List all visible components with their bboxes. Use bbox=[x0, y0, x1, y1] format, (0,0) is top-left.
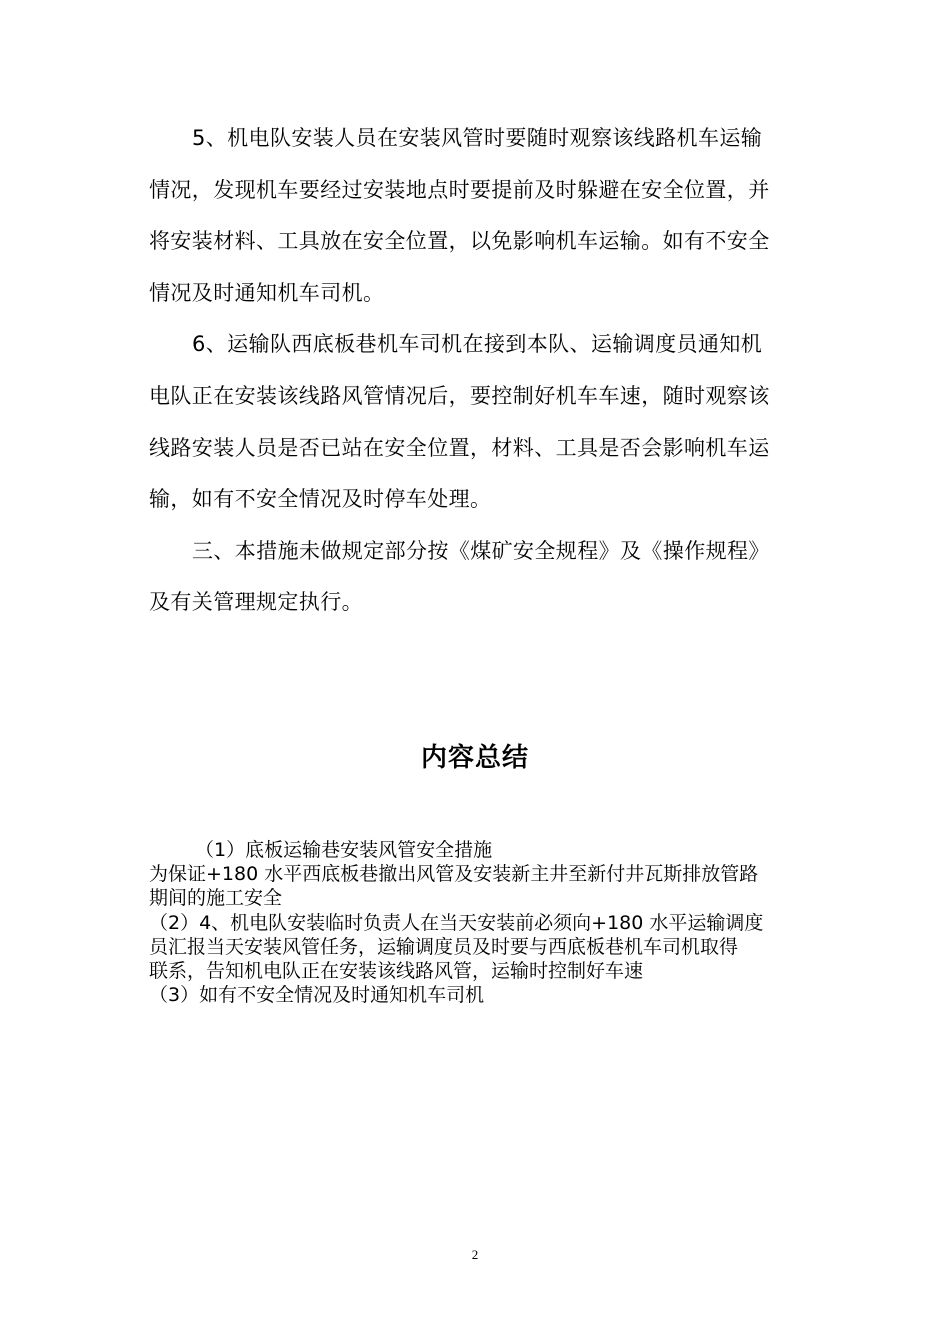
summary-line: 联系，告知机电队正在安装该线路风管，运输时控制好车速 bbox=[149, 960, 644, 983]
paragraph-item-6 bbox=[149, 319, 799, 525]
paragraph-line: 情况，发现机车要经过安装地点时要提前及时躲避在安全位置，并 bbox=[149, 177, 770, 202]
summary-block bbox=[149, 838, 809, 1007]
paragraph-item-5 bbox=[149, 113, 799, 319]
summary-line: 为保证+180 水平西底板巷撤出风管及安装新主井至新付井瓦斯排放管路 bbox=[149, 863, 759, 886]
paragraph-line: 将安装材料、工具放在安全位置，以免影响机车运输。如有不安全 bbox=[149, 229, 770, 254]
summary-line: （1）底板运输巷安装风管安全措施 bbox=[195, 839, 493, 861]
body-text bbox=[149, 113, 799, 629]
summary-title: 内容总结 bbox=[420, 743, 529, 773]
paragraph-line: 电队正在安装该线路风管情况后，要控制好机车车速，随时观察该 bbox=[149, 383, 770, 408]
paragraph-line: 6、运输队西底板巷机车司机在接到本队、运输调度员通知机 bbox=[192, 332, 763, 357]
summary-line: （3）如有不安全情况及时通知机车司机 bbox=[149, 984, 485, 1007]
summary-line: 员汇报当天安装风管任务，运输调度员及时要与西底板巷机车司机取得 bbox=[149, 935, 739, 958]
paragraph-line: 5、机电队安装人员在安装风管时要随时观察该线路机车运输 bbox=[192, 126, 763, 150]
paragraph-line: 情况及时通知机车司机。 bbox=[149, 280, 385, 305]
paragraph-section-3 bbox=[149, 526, 799, 629]
summary-line: （2）4、机电队安装临时负责人在当天安装前必须向+180 水平运输调度 bbox=[149, 911, 764, 934]
paragraph-line: 三、本措施未做规定部分按《煤矿安全规程》及《操作规程》 bbox=[192, 538, 770, 563]
paragraph-line: 输，如有不安全情况及时停车处理。 bbox=[149, 487, 492, 512]
summary-line: 期间的施工安全 bbox=[149, 887, 283, 910]
paragraph-line: 线路安装人员是否已站在安全位置，材料、工具是否会影响机车运 bbox=[149, 435, 770, 460]
paragraph-line: 及有关管理规定执行。 bbox=[149, 590, 363, 615]
page-number: 2 bbox=[471, 1247, 479, 1262]
